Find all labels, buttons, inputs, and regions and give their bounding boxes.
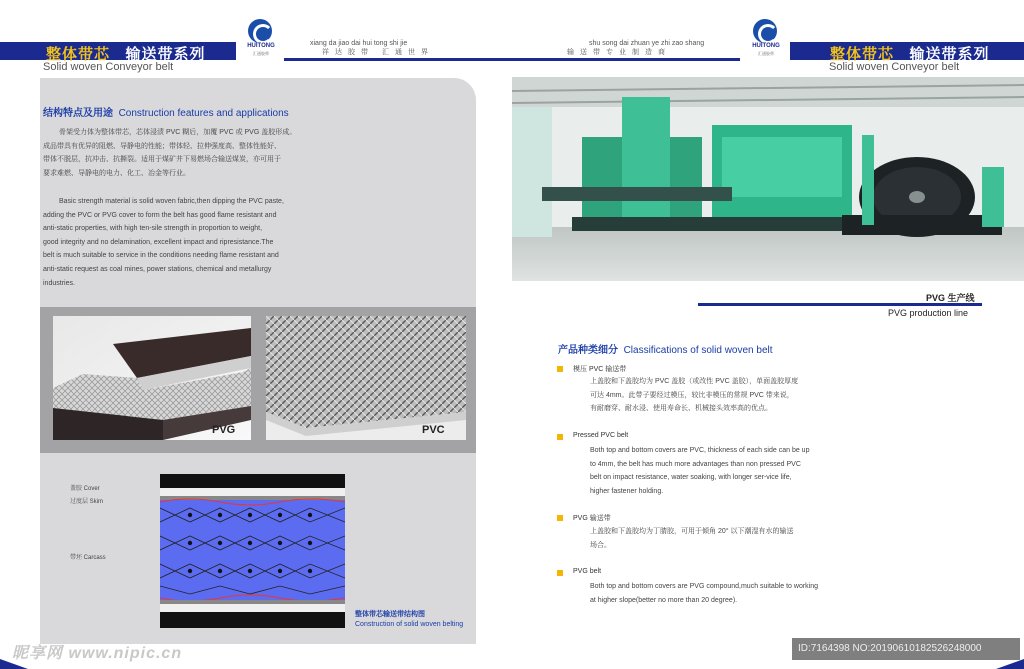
right-header-subtitle: Solid woven Conveyor belt xyxy=(829,61,960,73)
class-item-title: Pressed PVC belt xyxy=(573,432,629,439)
classifications-title-en: Classifications of solid woven belt xyxy=(623,345,773,356)
diagram-label-carcass: 带坯 Carcass xyxy=(70,555,106,561)
text-line: 上盖胶和下盖胶均为 PVC 盖胶（或改性 PVC 盖胶），单面盖胶厚度 xyxy=(590,378,799,385)
right-header-title-a: 整体带芯 xyxy=(830,46,895,63)
class-item-text xyxy=(590,580,818,607)
class-item-title: PVG 输送带 xyxy=(573,515,611,522)
para-line: 成品带具有优异的阻燃、导静电的性能；带体轻、拉伸强度高、整体性能好、 xyxy=(43,142,281,150)
text-line: 上盖胶和下盖胶均为丁腈胶，可用于倾角 20° 以下潮湿有水的输送 xyxy=(590,528,794,535)
production-rule xyxy=(698,303,982,306)
text-line: belt on impact resistance, water soaking, with longer ser-vice life, xyxy=(590,474,792,482)
logo-brand: HUITONG xyxy=(752,43,780,49)
bullet-icon xyxy=(557,570,563,576)
para-line: 骨架受力体为整体带芯，芯体浸渍 PVC 糊后，加覆 PVC 或 PVG 盖胶形成。 xyxy=(59,129,297,136)
right-logo xyxy=(751,19,779,59)
tagline-left-cn: 祥达胶带 汇通世界 xyxy=(322,49,434,56)
features-title-cn: 结构特点及用途 xyxy=(43,108,113,119)
logo-brand-cn: 汇通胶带 xyxy=(758,51,774,56)
left-header-title-a: 整体带芯 xyxy=(46,46,111,63)
para-line: good integrity and no delamination, excellent impact and ripresistance.The xyxy=(43,238,274,246)
text-line: 场合。 xyxy=(590,541,611,549)
para-line: adding the PVC or PVG cover to form the belt has good flame resistant and xyxy=(43,211,277,219)
bullet-icon xyxy=(557,434,563,440)
para-line: Basic strength material is solid woven fabric,then dipping the PVC paste, xyxy=(59,198,284,205)
para-line: 要求难燃、导静电的电力、化工、冶金等行业。 xyxy=(43,169,190,177)
left-logo xyxy=(246,19,274,59)
para-line: anti-static properties, with high ten-sile strength in proportion to weight, xyxy=(43,225,263,233)
bullet-icon xyxy=(557,515,563,521)
text-line: higher fastener holding. xyxy=(590,487,664,495)
logo-mark-icon xyxy=(248,19,272,43)
left-header-subtitle: Solid woven Conveyor belt xyxy=(43,61,174,73)
para-line: industries. xyxy=(43,279,75,287)
class-item-title: 模压 PVC 输送带 xyxy=(573,366,627,373)
diagram-label-skim: 过度层 Skim xyxy=(70,499,104,505)
diagram-caption-cn: 整体带芯输送带结构图 xyxy=(355,611,425,618)
pvg-production-line-photo xyxy=(512,77,1024,281)
features-paragraph-cn xyxy=(43,126,443,180)
diagram-caption-en: Construction of solid woven belting xyxy=(355,621,464,628)
tagline-left-pinyin: xiang da jiao dai hui tong shi jie xyxy=(310,40,408,47)
tagline-right-pinyin: shu song dai zhuan ye zhi zao shang xyxy=(589,40,705,47)
features-title-en: Construction features and applications xyxy=(118,108,289,119)
class-item-text xyxy=(590,525,793,552)
para-line: belt is much suitable to service in the conditions needing flame resistant and xyxy=(43,252,279,260)
watermark-site: 昵享网 www.nipic.cn xyxy=(12,645,183,662)
features-paragraph-en xyxy=(43,195,443,290)
belt-structure-diagram xyxy=(160,474,345,628)
pvg-belt-photo xyxy=(53,316,251,440)
class-item-text xyxy=(590,375,798,416)
pvc-label: PVC xyxy=(422,424,445,436)
text-line: 可达 4mm。此带子要经过模压，较比非模压的常规 PVC 带来说， xyxy=(590,391,794,399)
logo-brand-cn: 汇通胶带 xyxy=(253,51,269,56)
text-line: 有耐磨穿、耐水浸、使用寿命长、机械接头效率高的优点。 xyxy=(590,405,772,413)
right-header-title-b: 输送带系列 xyxy=(909,46,990,63)
classifications-title-cn: 产品种类细分 xyxy=(558,345,618,356)
pvg-label: PVG xyxy=(212,424,236,436)
class-item-title: PVG belt xyxy=(573,568,602,575)
right-tagline-rule xyxy=(512,58,740,61)
tagline-right-cn: 输送带专业制造商 xyxy=(567,49,671,56)
bullet-icon xyxy=(557,366,563,372)
para-line: anti-static request as coal mines, power stations, chemical and metallurgy xyxy=(43,265,272,273)
text-line: to 4mm, the belt has much more advantages than non pressed PVC xyxy=(590,460,801,468)
features-title xyxy=(43,104,289,119)
text-line: Both top and bottom covers are PVG compound,much suitable to working xyxy=(590,583,819,590)
left-tagline-rule xyxy=(284,58,512,61)
right-corner-triangle xyxy=(996,659,1024,669)
diagram-label-cover: 盖胶 Cover xyxy=(70,486,100,492)
production-caption-cn: PVG 生产线 xyxy=(926,293,975,303)
pvc-belt-photo xyxy=(266,316,466,440)
class-item-text xyxy=(590,444,809,498)
classifications-title xyxy=(558,341,773,356)
left-header-title-b: 输送带系列 xyxy=(125,46,206,63)
watermark-id: ID:7164398 NO:20190610182526248000 xyxy=(792,638,1020,660)
logo-brand: HUITONG xyxy=(247,43,275,49)
logo-mark-icon xyxy=(753,19,777,43)
text-line: Both top and bottom covers are PVC, thickness of each side can be up xyxy=(590,447,810,454)
production-caption-en: PVG production line xyxy=(888,308,969,318)
para-line: 带体不脱层，抗冲击、抗撕裂。适用于煤矿井下易燃场合输送煤炭，亦可用于 xyxy=(43,156,281,164)
text-line: at higher slope(better no more than 20 degree). xyxy=(590,596,738,604)
